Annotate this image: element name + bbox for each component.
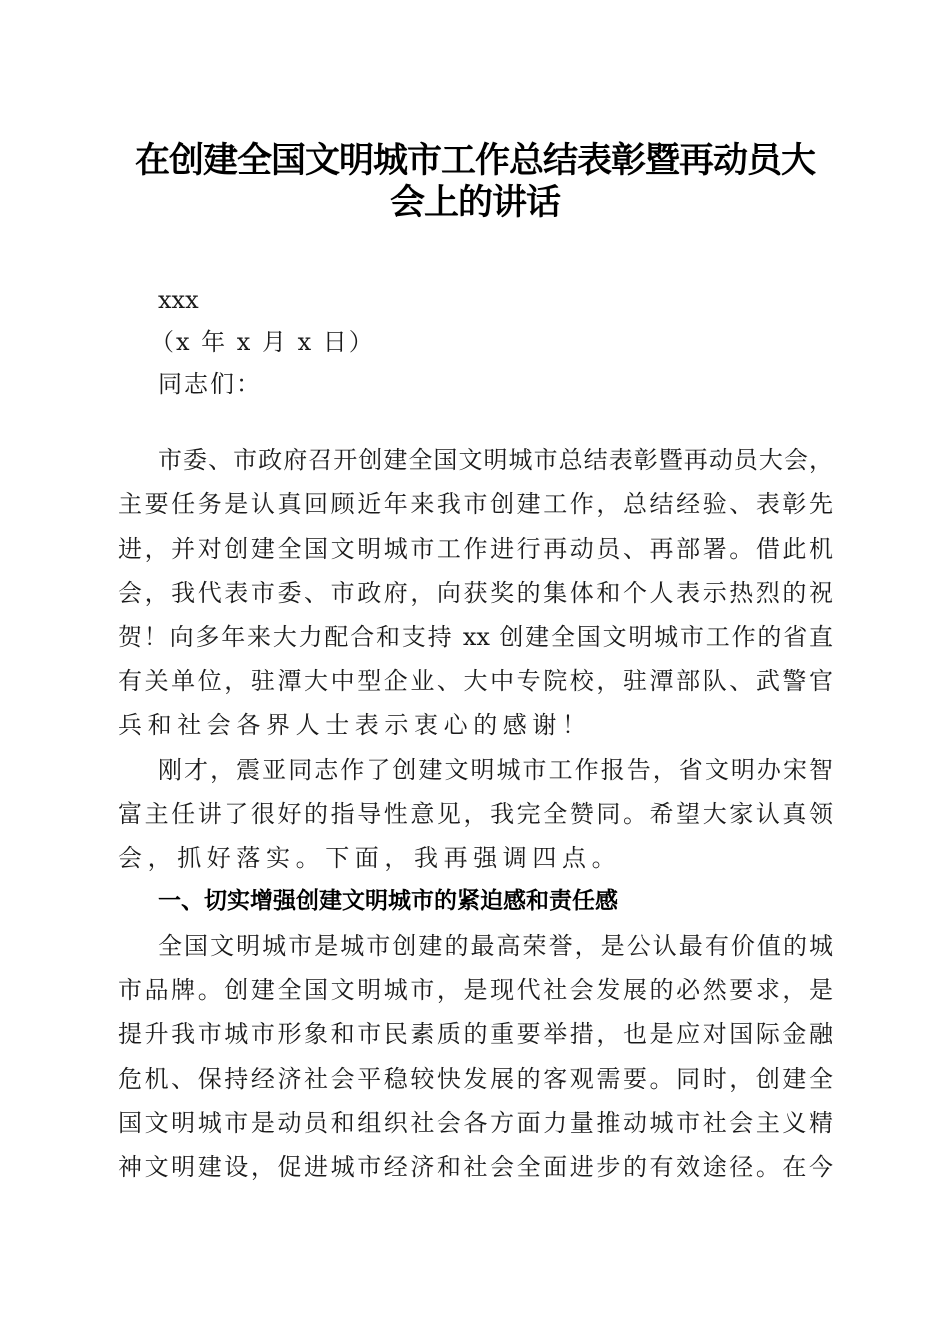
section-heading: 一、切实增强创建文明城市的紧迫感和责任感 xyxy=(158,888,618,914)
section-paragraph-line-5: 国文明城市是动员和组织社会各方面力量推动城市社会主义精 xyxy=(118,1109,833,1137)
paragraph-1-line-6: 有关单位，驻潭大中型企业、大中专院校，驻潭部队、武警官 xyxy=(118,667,833,695)
paragraph-1-line-2: 主要任务是认真回顾近年来我市创建工作，总结经验、表彰先 xyxy=(118,490,833,518)
salutation: 同志们： xyxy=(158,370,262,398)
section-paragraph-line-3: 提升我市城市形象和市民素质的重要举措，也是应对国际金融 xyxy=(118,1020,833,1048)
paragraph-1-line-4: 会，我代表市委、市政府，向获奖的集体和个人表示热烈的祝 xyxy=(118,579,833,607)
section-paragraph-line-6: 神文明建设，促进城市经济和社会全面进步的有效途径。在今 xyxy=(118,1153,833,1181)
paragraph-1-line-5: 贺！向多年来大力配合和支持 xx 创建全国文明城市工作的省直 xyxy=(118,623,833,651)
paragraph-2-line-3: 会，抓好落实。下面，我再强调四点。 xyxy=(118,844,622,872)
paragraph-1-line-1: 市委、市政府召开创建全国文明城市总结表彰暨再动员大会， xyxy=(158,446,833,474)
paragraph-2-line-2: 富主任讲了很好的指导性意见，我完全赞同。希望大家认真领 xyxy=(118,800,833,828)
section-paragraph-line-4: 危机、保持经济社会平稳较快发展的客观需要。同时，创建全 xyxy=(118,1065,833,1093)
date: （x 年 x 月 x 日） xyxy=(150,328,375,356)
section-paragraph-line-2: 市品牌。创建全国文明城市，是现代社会发展的必然要求，是 xyxy=(118,976,833,1004)
author: xxx xyxy=(158,286,199,314)
paragraph-2-line-1: 刚才，震亚同志作了创建文明城市工作报告，省文明办宋智 xyxy=(158,756,833,784)
document-title-line-2: 会上的讲话 xyxy=(389,182,560,223)
paragraph-1-line-3: 进，并对创建全国文明城市工作进行再动员、再部署。借此机 xyxy=(118,535,833,563)
paragraph-1-line-7: 兵和社会各界人士表示衷心的感谢！ xyxy=(118,711,592,739)
document-title-line-1: 在创建全国文明城市工作总结表彰暨再动员大 xyxy=(134,140,815,181)
section-paragraph-line-1: 全国文明城市是城市创建的最高荣誉，是公认最有价值的城 xyxy=(158,932,833,960)
